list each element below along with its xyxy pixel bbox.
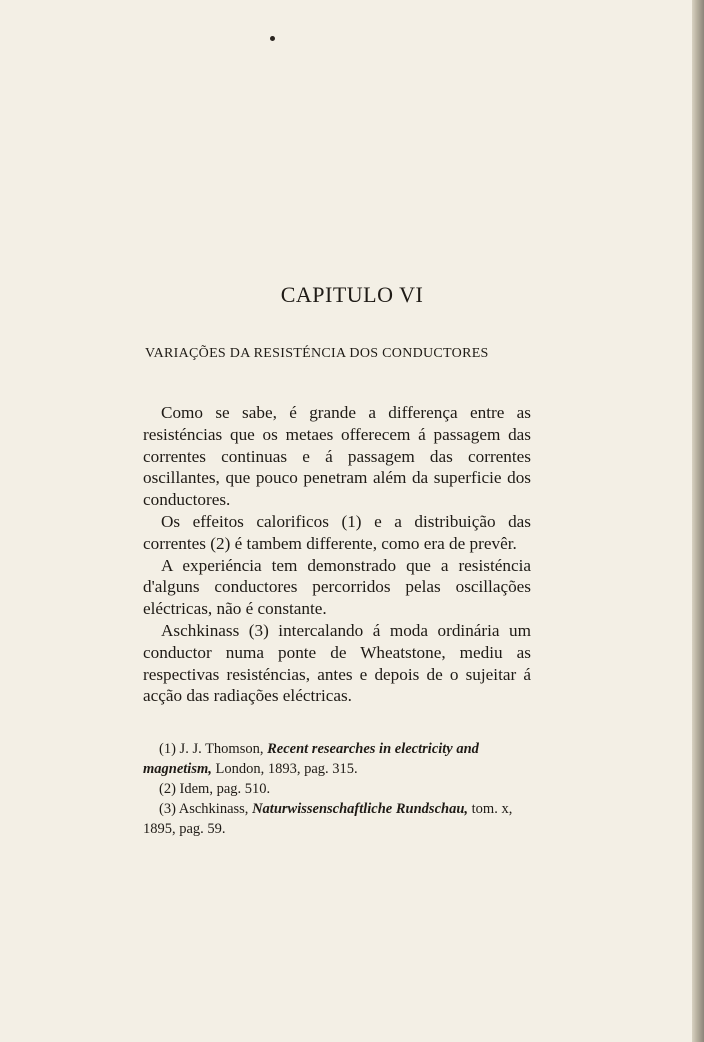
paragraph: Os effeitos calorificos (1) e a distribuição das correntes (2) é tambem differente, como era de prevêr.	[143, 511, 531, 553]
footnote-text: Aschkinass,	[178, 801, 249, 817]
footnote-text: tom. x, 1895, pag. 59.	[143, 801, 513, 837]
paragraph: Como se sabe, é grande a differença entre as resisténcias que os metaes offerecem á passagem das correntes continuas e á passagem das correntes oscillantes, que pouco penetram além da superficie dos conductores.	[143, 403, 531, 510]
ink-dot	[270, 36, 275, 41]
footnote-title: Naturwissenschaftliche Rundschau,	[252, 801, 469, 817]
footnote-title: Recent researches in electricity and magnetism,	[143, 741, 479, 777]
chapter-title: CAPITULO VI	[280, 282, 424, 307]
paragraph: Aschkinass (3) intercalando á moda ordinária um conductor numa ponte de Wheatstone, mediu as respectivas resisténcias, antes e depois de o sujeitar á acção das radiações eléctricas.	[143, 620, 531, 706]
footnote	[143, 779, 533, 799]
footnote-text: J. J. Thomson,	[179, 741, 264, 757]
footnotes	[143, 739, 533, 839]
footnote-marker: (2)	[159, 781, 176, 797]
page-edge	[692, 0, 704, 1042]
footnote-marker: (1)	[159, 741, 176, 757]
paragraph: A experiéncia tem demonstrado que a resisténcia d'alguns conductores percorridos pelas oscillações eléctricas, não é constante.	[143, 555, 531, 619]
body-text	[143, 402, 531, 707]
footnote	[143, 739, 533, 779]
footnote-marker: (3)	[159, 801, 176, 817]
footnote-text: London, 1893, pag. 315.	[215, 761, 358, 777]
footnote-text: Idem, pag. 510.	[179, 781, 271, 797]
section-title: VARIAÇÕES DA RESISTÉNCIA DOS CONDUCTORES	[145, 346, 489, 361]
footnote	[143, 799, 533, 839]
